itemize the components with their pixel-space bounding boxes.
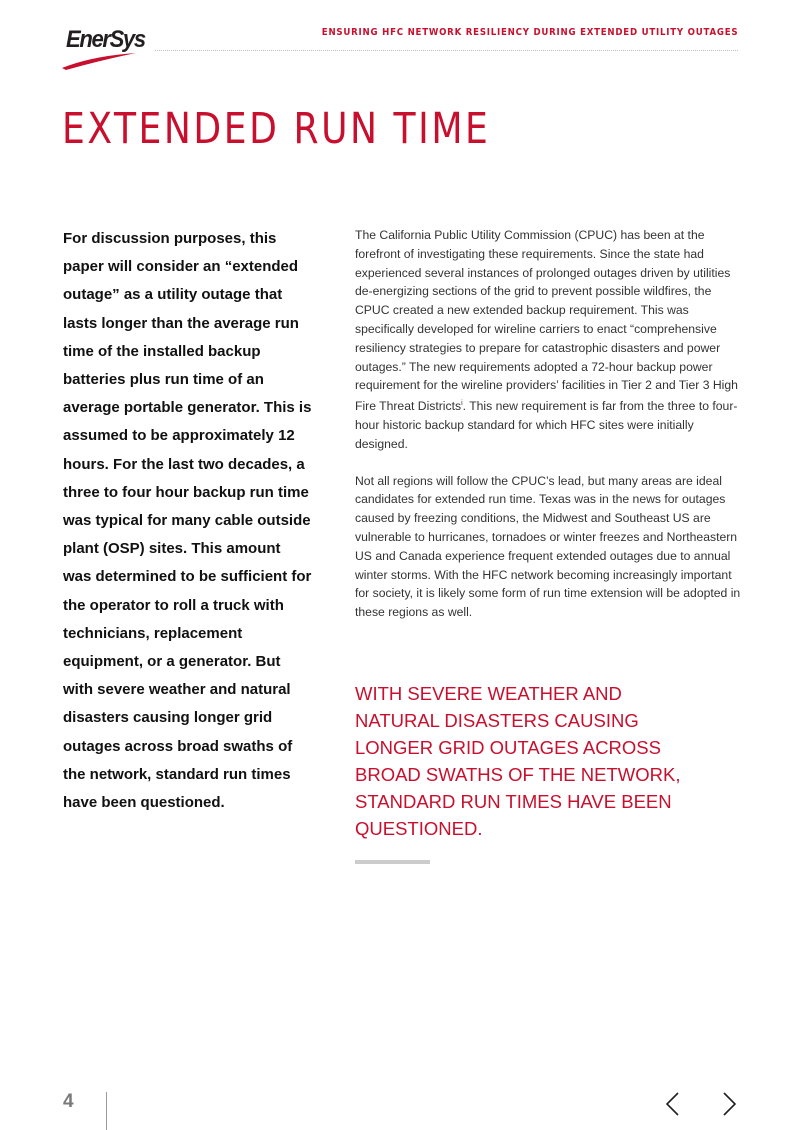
logo-swoosh-icon	[62, 52, 142, 72]
previous-page-button[interactable]	[662, 1090, 686, 1118]
header-divider	[155, 50, 738, 51]
footer-divider	[106, 1092, 107, 1130]
body-paragraph-1-part-a: The California Public Utility Commission (CPUC) has been at the forefront of investigating these requirements. Since the state had experienced several instances of prolonged outages driven by utilities de-energizing sections of the grid to prevent possible wildfires, the CPUC created a new extended backup requirement. This was specifically developed for wireline carriers to enact “comprehensive resiliency strategies to prepare for catastrophic disasters and power outages.” The new requirements adopted a 72-hour backup power requirement for the wireline providers’ facilities in Tier 2 and Tier 3 High Fire Threat Districts	[355, 228, 738, 414]
pull-quote-rule	[355, 860, 430, 864]
enersys-logo	[62, 24, 145, 74]
chevron-left-icon	[662, 1090, 686, 1118]
footnote-marker: i	[461, 400, 463, 408]
body-paragraph-1	[355, 226, 741, 454]
body-paragraph-2: Not all regions will follow the CPUC’s lead, but many areas are ideal candidates for extended run time. Texas was in the news for outages caused by freezing conditions, the Midwest and Southeast US are vulnerable to hurricanes, tornadoes or winter freezes and Northeastern US and Canada experience frequent extended outages due to annual winter storms. With the HFC network becoming increasingly important for society, it is likely some form of run time extension will be adopted in these regions as well.	[355, 473, 741, 620]
next-page-button[interactable]	[718, 1090, 742, 1118]
chevron-right-icon	[718, 1090, 742, 1118]
running-header: ENSURING HFC NETWORK RESILIENCY DURING EXTENDED UTILITY OUTAGES	[321, 27, 738, 38]
page-number: 4	[63, 1091, 74, 1112]
pull-quote: WITH SEVERE WEATHER AND NATURAL DISASTERS CAUSING LONGER GRID OUTAGES ACROSS BROAD SWATHS OF THE NETWORK, STANDARD RUN TIMES HAVE BEEN QUESTIONED.	[355, 683, 681, 839]
body-paragraph-1-part-b: . This new requirement is far from the three to four-hour historic backup standard for which HFC sites were initially designed.	[355, 399, 738, 451]
lead-paragraph: For discussion purposes, this paper will consider an “extended outage” as a utility outage that lasts longer than the average run time of the installed backup batteries plus run time of an average portable generator. This is assumed to be approximately 12 hours. For the last two decades, a three to four hour backup run time was typical for many cable outside plant (OSP) sites. This amount was determined to be sufficient for the operator to roll a truck with technicians, replacement equipment, or a generator. But with severe weather and natural disasters causing longer grid outages across broad swaths of the network, standard run times have been questioned.	[63, 230, 312, 812]
page-title: EXTENDED RUN TIME	[62, 104, 491, 154]
body-column	[355, 226, 741, 640]
logo-wordmark: EnerSys	[66, 26, 145, 53]
